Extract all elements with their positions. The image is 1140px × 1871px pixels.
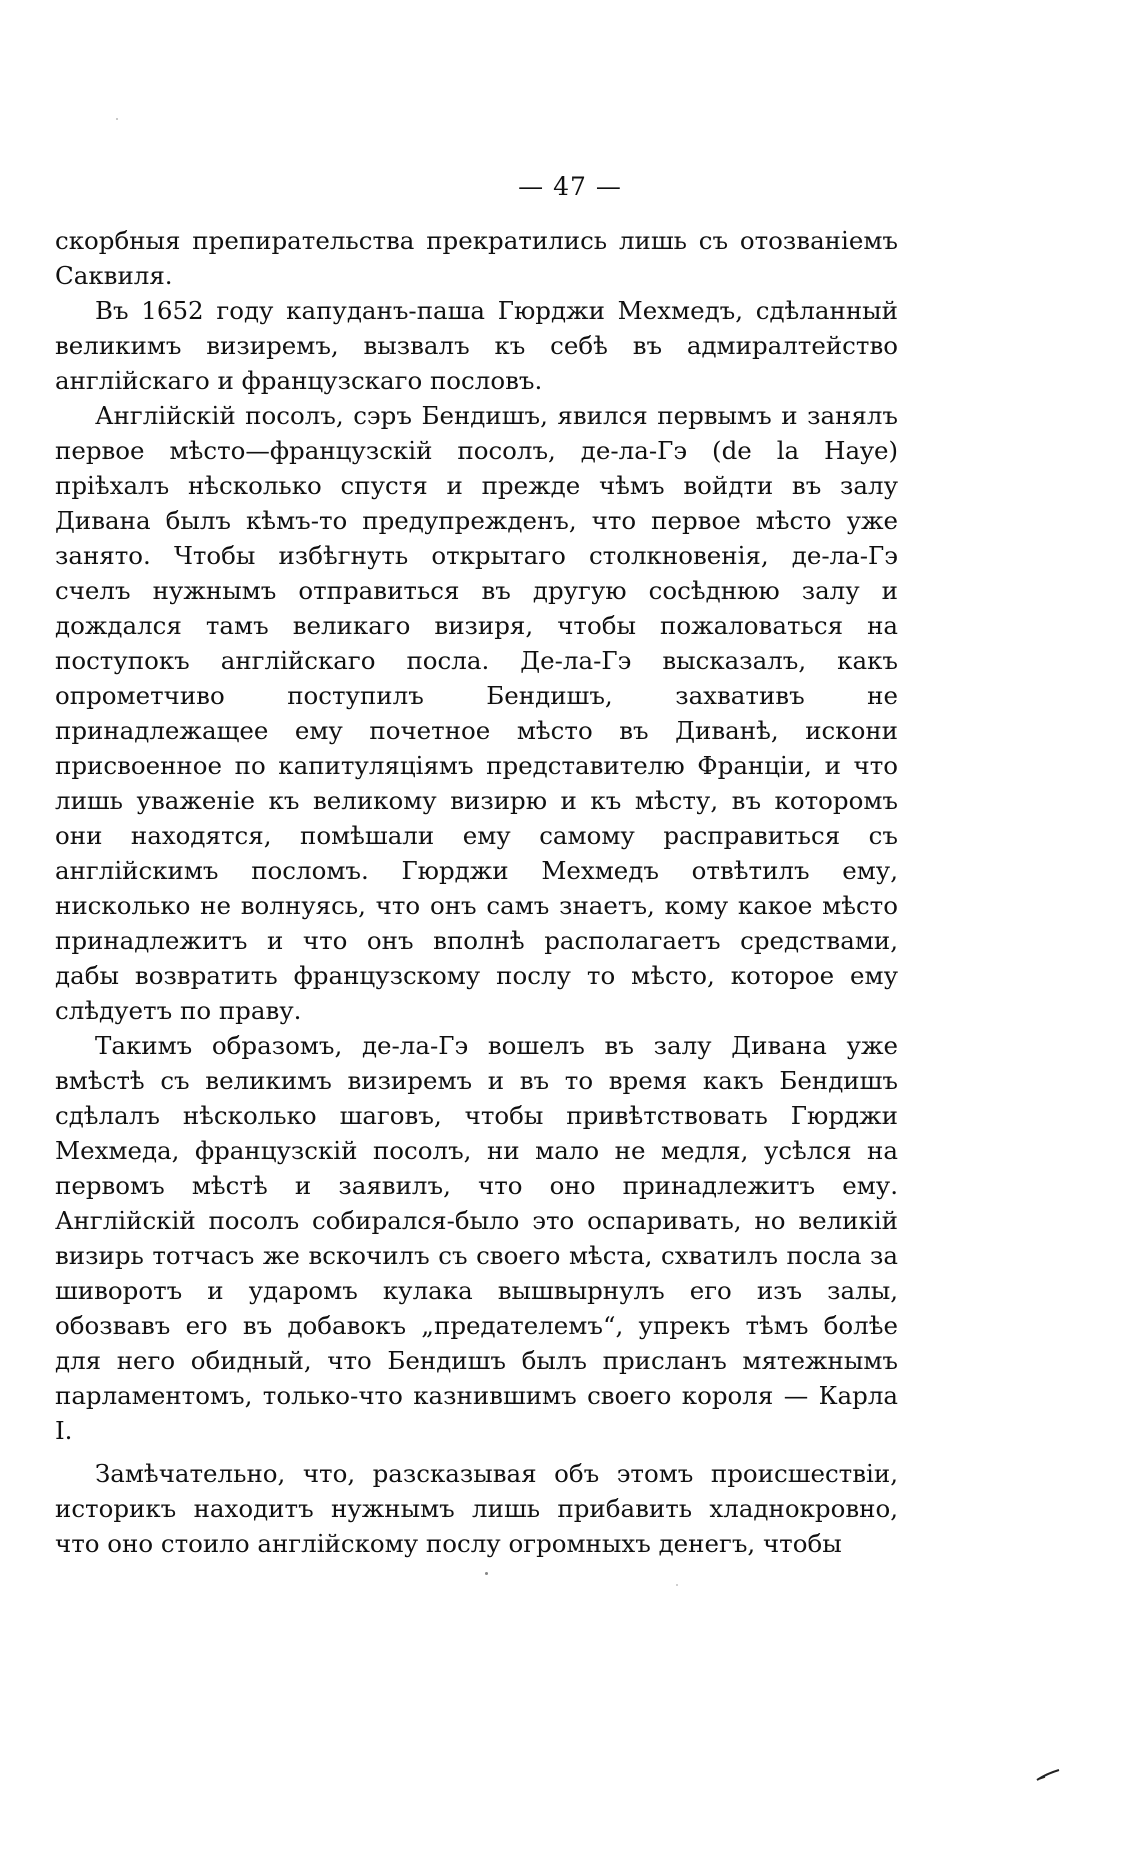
paragraph-5: Замѣчательно, что, разсказывая объ этомъ происшествіи, историкъ находитъ нужнымъ лишь прибавить хладнокровно, что оно стоило англійскому послу огромныхъ денегъ, чтобы [55, 1459, 898, 1558]
pen-mark [1035, 1768, 1061, 1782]
paragraph-3: Англійскій посолъ, сэръ Бендишъ, явился первымъ и занялъ первое мѣсто—французскій посолъ, де-ла-Гэ (de la Haye) пріѣхалъ нѣсколько спустя и прежде чѣмъ войдти въ залу Дивана былъ кѣмъ-то предупрежденъ, что первое мѣсто уже занято. Чтобы избѣгнуть открытаго столкновенія, де-ла-Гэ счелъ нужнымъ отправиться въ другую сосѣднюю залу и дождался тамъ великаго визиря, чтобы пожаловаться на поступокъ англійскаго посла. Де-ла-Гэ высказалъ, какъ опрометчиво поступилъ Бендишъ, захвативъ не принадлежащее ему почетное мѣсто въ Диванѣ, искони присвоенное по капитуляціямъ представителю Франціи, и что лишь уваженіе къ великому визирю и къ мѣсту, въ которомъ они находятся, помѣшали ему самому расправиться съ англійскимъ посломъ. Гюрджи Мехмедъ отвѣтилъ ему, нисколько не волнуясь, что онъ самъ знаетъ, кому какое мѣсто принадлежитъ и что онъ вполнѣ располагаетъ средствами, дабы возвратить французскому послу то мѣсто, которое ему слѣдуетъ по праву. [55, 401, 898, 1025]
scan-speck [116, 118, 118, 120]
body-text [55, 223, 898, 1561]
page-number: — 47 — [518, 172, 622, 201]
paragraph-1: скорбныя препирательства прекратились лишь съ отозваніемъ Саквиля. [55, 226, 898, 290]
scan-speck [485, 1572, 488, 1575]
scan-speck [676, 1584, 678, 1586]
paragraph-4: Такимъ образомъ, де-ла-Гэ вошелъ въ залу Дивана уже вмѣстѣ съ великимъ визиремъ и въ то время какъ Бендишъ сдѣлалъ нѣсколько шаговъ, чтобы привѣтствовать Гюрджи Мехмеда, французскій посолъ, ни мало не медля, усѣлся на первомъ мѣстѣ и заявилъ, что оно принадлежитъ ему. Англійскій посолъ собирался-было это оспаривать, но великій визирь тотчасъ же вскочилъ съ своего мѣста, схватилъ посла за шиворотъ и ударомъ кулака вышвырнулъ его изъ залы, обозвавъ его въ добавокъ „предателемъ“, упрекъ тѣмъ болѣе для него обидный, что Бендишъ былъ присланъ мятежнымъ парламентомъ, только-что казнившимъ своего короля — Карла I. [55, 1031, 898, 1445]
paragraph-2: Въ 1652 году капуданъ-паша Гюрджи Мехмедъ, сдѣланный великимъ визиремъ, вызвалъ къ себѣ въ адмиралтейство англійскаго и французскаго пословъ. [55, 296, 898, 395]
